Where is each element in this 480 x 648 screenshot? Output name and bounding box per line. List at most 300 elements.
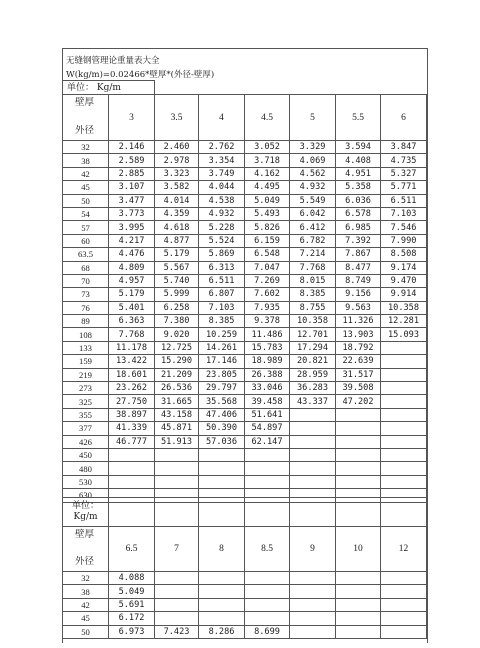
weight-cell: 51.913 <box>155 435 199 448</box>
outer-diameter-cell: 76 <box>63 301 109 314</box>
weight-cell: 2.589 <box>109 154 155 167</box>
weight-cell: 3.052 <box>245 141 290 154</box>
weight-cell: 21.209 <box>155 368 199 381</box>
weight-cell: 4.408 <box>336 154 381 167</box>
weight-cell: 31.665 <box>155 395 199 408</box>
outer-diameter-cell: 42 <box>63 598 109 611</box>
weight-cell: 5.327 <box>381 167 427 180</box>
thickness-header: 3.5 <box>155 95 199 141</box>
weight-cell: 33.046 <box>245 382 290 395</box>
weight-cell: 6.363 <box>109 315 155 328</box>
weight-cell: 23.262 <box>109 382 155 395</box>
weight-cell: 4.957 <box>109 274 155 287</box>
weight-cell: 45.871 <box>155 422 199 435</box>
weight-cell <box>381 612 427 625</box>
weight-cell: 7.867 <box>336 248 381 261</box>
weight-cell: 5.049 <box>109 585 155 598</box>
unit-label: 单位： Kg/m <box>63 81 155 95</box>
table-row <box>63 221 427 234</box>
weight-cell: 5.999 <box>155 288 199 301</box>
outer-diameter-cell: 89 <box>63 315 109 328</box>
weight-cell: 7.214 <box>290 248 336 261</box>
weight-cell: 3.477 <box>109 194 155 207</box>
weight-cell <box>336 612 381 625</box>
outer-diameter-cell: 54 <box>63 207 109 220</box>
outer-diameter-cell: 325 <box>63 395 109 408</box>
weight-cell: 13.422 <box>109 355 155 368</box>
weight-cell: 41.339 <box>109 422 155 435</box>
weight-cell: 54.897 <box>245 422 290 435</box>
thickness-label: 壁厚 <box>75 97 95 108</box>
weight-cell: 35.568 <box>199 395 245 408</box>
weight-cell: 3.594 <box>336 141 381 154</box>
weight-cell <box>245 448 290 461</box>
weight-cell <box>336 598 381 611</box>
weight-cell: 8.477 <box>336 261 381 274</box>
weight-cell: 6.313 <box>199 261 245 274</box>
table-row <box>63 435 427 448</box>
outer-diameter-cell: 630 <box>63 489 109 502</box>
outer-diameter-cell: 377 <box>63 422 109 435</box>
weight-cell: 3.354 <box>199 154 245 167</box>
outer-diameter-cell: 50 <box>63 194 109 207</box>
weight-cell: 7.768 <box>290 261 336 274</box>
weight-cell: 4.932 <box>290 181 336 194</box>
unit-row-blank <box>155 81 427 95</box>
weight-cell: 15.093 <box>381 328 427 341</box>
outer-diameter-cell: 73 <box>63 288 109 301</box>
weight-cell: 6.159 <box>245 234 290 247</box>
table-row <box>63 625 427 638</box>
thickness-header: 8.5 <box>245 527 290 572</box>
weight-cell <box>245 475 290 488</box>
thickness-label: 壁厚 <box>75 529 95 540</box>
weight-cell: 8.286 <box>199 625 245 638</box>
weight-cell: 4.476 <box>109 248 155 261</box>
weight-cell <box>245 612 290 625</box>
weight-cell: 2.978 <box>155 154 199 167</box>
weight-cell <box>381 448 427 461</box>
weight-cell <box>290 435 336 448</box>
table-row <box>63 288 427 301</box>
outer-diameter-cell: 70 <box>63 274 109 287</box>
blank-cell <box>290 498 336 527</box>
weight-cell: 47.202 <box>336 395 381 408</box>
weight-cell: 12.725 <box>155 341 199 354</box>
weight-cell <box>155 612 199 625</box>
weight-cell <box>155 462 199 475</box>
outer-diameter-cell: 32 <box>63 572 109 585</box>
weight-cell: 5.358 <box>336 181 381 194</box>
weight-cell <box>290 612 336 625</box>
weight-cell: 8.015 <box>290 274 336 287</box>
weight-cell <box>155 598 199 611</box>
weight-cell: 8.385 <box>290 288 336 301</box>
thickness-header: 10 <box>336 527 381 572</box>
weight-cell: 5.049 <box>245 194 290 207</box>
corner-header <box>63 527 109 572</box>
weight-cell: 3.773 <box>109 207 155 220</box>
weight-cell: 7.392 <box>336 234 381 247</box>
table-row <box>63 274 427 287</box>
weight-cell: 36.283 <box>290 382 336 395</box>
outer-diameter-cell: 60 <box>63 234 109 247</box>
weight-cell <box>290 585 336 598</box>
weight-cell <box>199 475 245 488</box>
weight-cell: 9.020 <box>155 328 199 341</box>
weight-cell: 26.536 <box>155 382 199 395</box>
table-row <box>63 328 427 341</box>
weight-cell: 38.897 <box>109 408 155 421</box>
weight-cell: 9.378 <box>245 315 290 328</box>
weight-cell <box>381 572 427 585</box>
table-row <box>63 408 427 421</box>
weight-cell: 7.103 <box>381 207 427 220</box>
outer-diameter-cell: 42 <box>63 167 109 180</box>
table-row <box>63 154 427 167</box>
weight-cell: 6.258 <box>155 301 199 314</box>
weight-cell: 10.358 <box>381 301 427 314</box>
table-row <box>63 181 427 194</box>
weight-cell: 2.460 <box>155 141 199 154</box>
table-row <box>63 448 427 461</box>
weight-cell <box>381 382 427 395</box>
weight-cell: 4.162 <box>245 167 290 180</box>
weight-cell: 18.601 <box>109 368 155 381</box>
weight-cell: 4.359 <box>155 207 199 220</box>
weight-cell: 4.932 <box>199 207 245 220</box>
weight-cell: 4.877 <box>155 234 199 247</box>
weight-cell: 57.036 <box>199 435 245 448</box>
weight-cell: 10.358 <box>290 315 336 328</box>
weight-cell: 3.847 <box>381 141 427 154</box>
weight-cell: 47.406 <box>199 408 245 421</box>
weight-cell: 15.783 <box>245 341 290 354</box>
weight-cell: 3.718 <box>245 154 290 167</box>
weight-cell: 5.179 <box>155 248 199 261</box>
weight-cell: 5.549 <box>290 194 336 207</box>
weight-cell <box>155 585 199 598</box>
outer-diameter-cell: 480 <box>63 462 109 475</box>
table-row <box>63 368 427 381</box>
outer-diameter-cell: 45 <box>63 181 109 194</box>
table-row <box>63 355 427 368</box>
weight-cell <box>199 462 245 475</box>
weight-cell <box>381 368 427 381</box>
weight-table-2 <box>62 497 427 639</box>
weight-cell: 43.337 <box>290 395 336 408</box>
weight-cell: 3.323 <box>155 167 199 180</box>
outer-diameter-cell: 57 <box>63 221 109 234</box>
weight-cell <box>381 475 427 488</box>
weight-cell: 5.401 <box>109 301 155 314</box>
weight-cell <box>336 408 381 421</box>
weight-cell <box>155 572 199 585</box>
weight-cell: 6.036 <box>336 194 381 207</box>
weight-cell: 27.750 <box>109 395 155 408</box>
weight-cell <box>381 395 427 408</box>
weight-cell: 6.548 <box>245 248 290 261</box>
weight-cell: 6.807 <box>199 288 245 301</box>
outer-diameter-cell: 273 <box>63 382 109 395</box>
weight-cell: 12.701 <box>290 328 336 341</box>
outer-diameter-cell: 530 <box>63 475 109 488</box>
table-row <box>63 572 427 585</box>
outer-diameter-cell: 450 <box>63 448 109 461</box>
table-row <box>63 315 427 328</box>
weight-cell <box>290 462 336 475</box>
weight-cell: 7.602 <box>245 288 290 301</box>
unit-label: 单位： Kg/m <box>63 498 109 527</box>
outer-diameter-cell: 426 <box>63 435 109 448</box>
weight-cell <box>109 448 155 461</box>
outer-diameter-cell: 133 <box>63 341 109 354</box>
unit-row <box>63 81 427 95</box>
weight-cell: 3.582 <box>155 181 199 194</box>
thickness-header: 7 <box>155 527 199 572</box>
weight-cell: 43.158 <box>155 408 199 421</box>
weight-cell <box>336 572 381 585</box>
weight-cell: 3.329 <box>290 141 336 154</box>
weight-cell: 6.172 <box>109 612 155 625</box>
weight-cell <box>381 462 427 475</box>
weight-cell: 7.047 <box>245 261 290 274</box>
blank-cell <box>381 498 427 527</box>
weight-cell: 6.412 <box>290 221 336 234</box>
outer-diameter-cell: 45 <box>63 612 109 625</box>
weight-cell: 10.259 <box>199 328 245 341</box>
thickness-header: 9 <box>290 527 336 572</box>
weight-cell: 8.385 <box>199 315 245 328</box>
weight-cell: 5.691 <box>109 598 155 611</box>
weight-cell <box>290 598 336 611</box>
weight-cell <box>381 598 427 611</box>
weight-cell <box>109 475 155 488</box>
weight-cell: 15.290 <box>155 355 199 368</box>
weight-cell <box>290 572 336 585</box>
weight-cell: 8.749 <box>336 274 381 287</box>
table-row <box>63 462 427 475</box>
corner-header <box>63 95 109 141</box>
weight-cell: 9.156 <box>336 288 381 301</box>
weight-cell <box>245 585 290 598</box>
outer-diameter-label: 外径 <box>75 125 95 136</box>
weight-cell: 7.546 <box>381 221 427 234</box>
weight-cell: 18.792 <box>336 341 381 354</box>
thickness-header: 4.5 <box>245 95 290 141</box>
weight-cell <box>155 448 199 461</box>
weight-cell: 20.821 <box>290 355 336 368</box>
header-row <box>63 95 427 141</box>
table-row <box>63 234 427 247</box>
weight-cell: 7.269 <box>245 274 290 287</box>
weight-cell <box>336 462 381 475</box>
weight-cell <box>290 408 336 421</box>
thickness-header: 5 <box>290 95 336 141</box>
weight-cell: 4.069 <box>290 154 336 167</box>
outer-diameter-cell: 32 <box>63 141 109 154</box>
header-row <box>63 527 427 572</box>
weight-cell <box>381 355 427 368</box>
weight-table-1 <box>62 80 427 503</box>
outer-diameter-cell: 219 <box>63 368 109 381</box>
weight-cell: 11.178 <box>109 341 155 354</box>
weight-cell: 11.326 <box>336 315 381 328</box>
weight-cell <box>336 448 381 461</box>
weight-cell <box>290 475 336 488</box>
weight-cell: 4.014 <box>155 194 199 207</box>
weight-cell: 5.826 <box>245 221 290 234</box>
document-title: 无缝钢管理论重量表大全 <box>66 56 160 66</box>
outer-diameter-cell: 68 <box>63 261 109 274</box>
weight-cell: 7.768 <box>109 328 155 341</box>
outer-diameter-cell: 50 <box>63 625 109 638</box>
weight-cell: 7.935 <box>245 301 290 314</box>
table-row <box>63 167 427 180</box>
weight-cell <box>290 448 336 461</box>
weight-cell: 17.294 <box>290 341 336 354</box>
weight-cell <box>245 572 290 585</box>
outer-diameter-cell: 108 <box>63 328 109 341</box>
weight-cell: 50.390 <box>199 422 245 435</box>
unit-row <box>63 498 427 527</box>
weight-cell: 9.914 <box>381 288 427 301</box>
weight-cell: 4.044 <box>199 181 245 194</box>
thickness-header: 4 <box>199 95 245 141</box>
weight-cell: 39.508 <box>336 382 381 395</box>
weight-cell <box>336 422 381 435</box>
weight-cell <box>381 341 427 354</box>
thickness-header: 8 <box>199 527 245 572</box>
blank-cell <box>199 498 245 527</box>
table-row <box>63 422 427 435</box>
table-row <box>63 301 427 314</box>
weight-cell: 3.995 <box>109 221 155 234</box>
weight-cell <box>336 625 381 638</box>
blank-cell <box>336 498 381 527</box>
weight-cell: 8.508 <box>381 248 427 261</box>
table-row <box>63 395 427 408</box>
weight-cell: 18.989 <box>245 355 290 368</box>
weight-cell: 9.563 <box>336 301 381 314</box>
weight-cell: 4.809 <box>109 261 155 274</box>
weight-cell: 6.782 <box>290 234 336 247</box>
weight-cell: 13.903 <box>336 328 381 341</box>
weight-cell: 8.699 <box>245 625 290 638</box>
weight-formula: W(kg/m)=0.02466*壁厚*(外径-壁厚) <box>66 70 215 80</box>
outer-diameter-cell: 63.5 <box>63 248 109 261</box>
weight-cell: 5.493 <box>245 207 290 220</box>
weight-cell <box>290 422 336 435</box>
weight-cell: 6.511 <box>381 194 427 207</box>
weight-cell: 6.578 <box>336 207 381 220</box>
weight-cell: 12.281 <box>381 315 427 328</box>
weight-cell: 9.470 <box>381 274 427 287</box>
weight-cell: 4.495 <box>245 181 290 194</box>
weight-cell: 29.797 <box>199 382 245 395</box>
weight-cell: 17.146 <box>199 355 245 368</box>
weight-cell: 4.538 <box>199 194 245 207</box>
table-row <box>63 475 427 488</box>
weight-cell: 5.179 <box>109 288 155 301</box>
outer-diameter-cell: 38 <box>63 154 109 167</box>
weight-cell: 39.458 <box>245 395 290 408</box>
weight-cell <box>155 475 199 488</box>
weight-cell <box>381 625 427 638</box>
thickness-header: 3 <box>109 95 155 141</box>
weight-cell: 3.107 <box>109 181 155 194</box>
weight-cell: 5.524 <box>199 234 245 247</box>
weight-cell: 4.735 <box>381 154 427 167</box>
weight-cell: 7.103 <box>199 301 245 314</box>
weight-cell <box>381 585 427 598</box>
weight-cell <box>109 462 155 475</box>
outer-diameter-cell: 38 <box>63 585 109 598</box>
weight-cell: 5.228 <box>199 221 245 234</box>
table-row <box>63 612 427 625</box>
weight-cell: 2.885 <box>109 167 155 180</box>
table-row <box>63 261 427 274</box>
weight-cell: 8.755 <box>290 301 336 314</box>
weight-cell: 5.740 <box>155 274 199 287</box>
blank-cell <box>109 498 155 527</box>
weight-cell: 2.762 <box>199 141 245 154</box>
weight-cell: 23.805 <box>199 368 245 381</box>
blank-cell <box>245 498 290 527</box>
blank-cell <box>155 498 199 527</box>
weight-cell <box>336 585 381 598</box>
weight-cell: 51.641 <box>245 408 290 421</box>
weight-cell: 7.380 <box>155 315 199 328</box>
weight-cell: 11.486 <box>245 328 290 341</box>
weight-cell <box>336 435 381 448</box>
weight-cell <box>199 585 245 598</box>
outer-diameter-cell: 355 <box>63 408 109 421</box>
weight-cell <box>245 462 290 475</box>
weight-cell: 9.174 <box>381 261 427 274</box>
weight-cell <box>199 572 245 585</box>
weight-cell <box>199 598 245 611</box>
weight-cell: 4.618 <box>155 221 199 234</box>
weight-cell <box>245 598 290 611</box>
thickness-header: 6 <box>381 95 427 141</box>
weight-cell <box>336 475 381 488</box>
weight-cell: 6.985 <box>336 221 381 234</box>
table-row <box>63 585 427 598</box>
weight-cell <box>290 625 336 638</box>
table-row <box>63 194 427 207</box>
weight-cell: 4.562 <box>290 167 336 180</box>
weight-cell: 5.567 <box>155 261 199 274</box>
weight-cell <box>199 612 245 625</box>
weight-cell: 4.951 <box>336 167 381 180</box>
weight-cell: 7.423 <box>155 625 199 638</box>
weight-cell: 5.771 <box>381 181 427 194</box>
weight-cell: 4.217 <box>109 234 155 247</box>
weight-cell: 31.517 <box>336 368 381 381</box>
outer-diameter-cell: 159 <box>63 355 109 368</box>
weight-cell: 14.261 <box>199 341 245 354</box>
table-row <box>63 248 427 261</box>
table-row <box>63 382 427 395</box>
thickness-header: 12 <box>381 527 427 572</box>
thickness-header: 5.5 <box>336 95 381 141</box>
weight-cell: 6.511 <box>199 274 245 287</box>
weight-cell: 22.639 <box>336 355 381 368</box>
weight-cell: 2.146 <box>109 141 155 154</box>
table-row <box>63 598 427 611</box>
thickness-header: 6.5 <box>109 527 155 572</box>
